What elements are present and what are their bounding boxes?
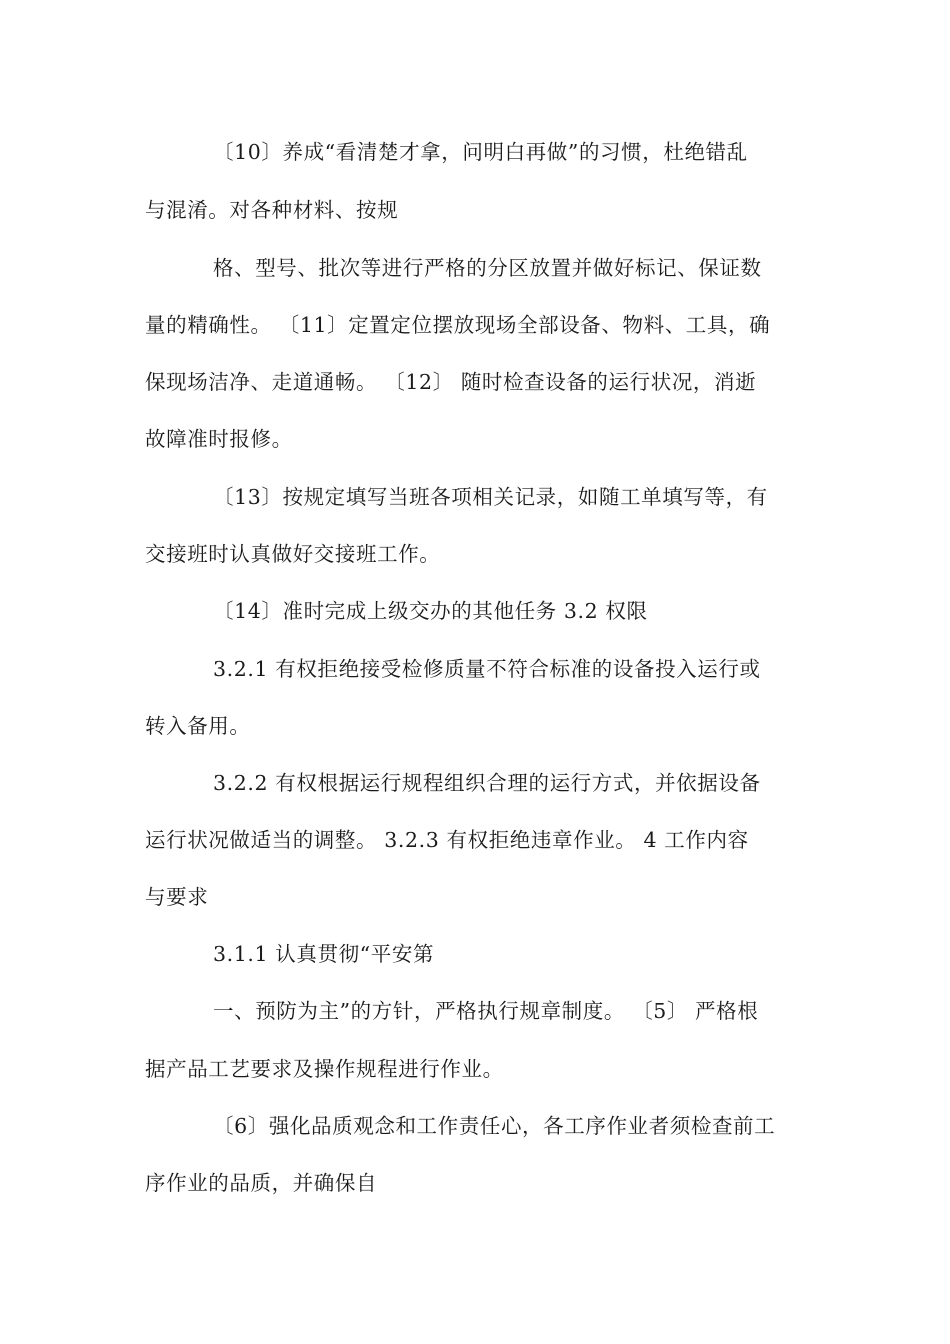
text-line-18: 〔6〕强化品质观念和工作责任心，各工序作业者须检查前工	[213, 1114, 776, 1138]
text-line-7: 〔13〕按规定填写当班各项相关记录，如随工单填写等，有	[213, 485, 768, 509]
text-line-3: 格、型号、批次等进行严格的分区放置并做好标记、保证数	[213, 256, 762, 280]
text-line-15: 3.1.1 认真贯彻“平安第	[213, 942, 435, 966]
text-line-6: 故障准时报修。	[145, 427, 293, 451]
text-line-11: 转入备用。	[145, 714, 251, 738]
text-line-4: 量的精确性。 〔11〕定置定位摆放现场全部设备、物料、工具，确	[145, 313, 771, 337]
text-line-1: 〔10〕养成“看清楚才拿，问明白再做”的习惯，杜绝错乱	[213, 140, 748, 164]
text-line-8: 交接班时认真做好交接班工作。	[145, 542, 441, 566]
text-line-10: 3.2.1 有权拒绝接受检修质量不符合标准的设备投入运行或	[213, 657, 761, 681]
text-line-2: 与混淆。对各种材料、按规	[145, 198, 399, 222]
text-line-14: 与要求	[145, 885, 209, 909]
text-line-5: 保现场洁净、走道通畅。 〔12〕 随时检查设备的运行状况，消逝	[145, 370, 757, 394]
text-line-17: 据产品工艺要求及操作规程进行作业。	[145, 1057, 504, 1081]
text-line-9: 〔14〕准时完成上级交办的其他任务 3.2 权限	[213, 599, 648, 623]
text-line-13: 运行状况做适当的调整。 3.2.3 有权拒绝违章作业。 4 工作内容	[145, 828, 749, 852]
text-line-16: 一、预防为主”的方针，严格执行规章制度。 〔5〕 严格根	[213, 999, 759, 1023]
text-line-19: 序作业的品质，并确保自	[145, 1171, 378, 1195]
text-line-12: 3.2.2 有权根据运行规程组织合理的运行方式，并依据设备	[213, 771, 761, 795]
